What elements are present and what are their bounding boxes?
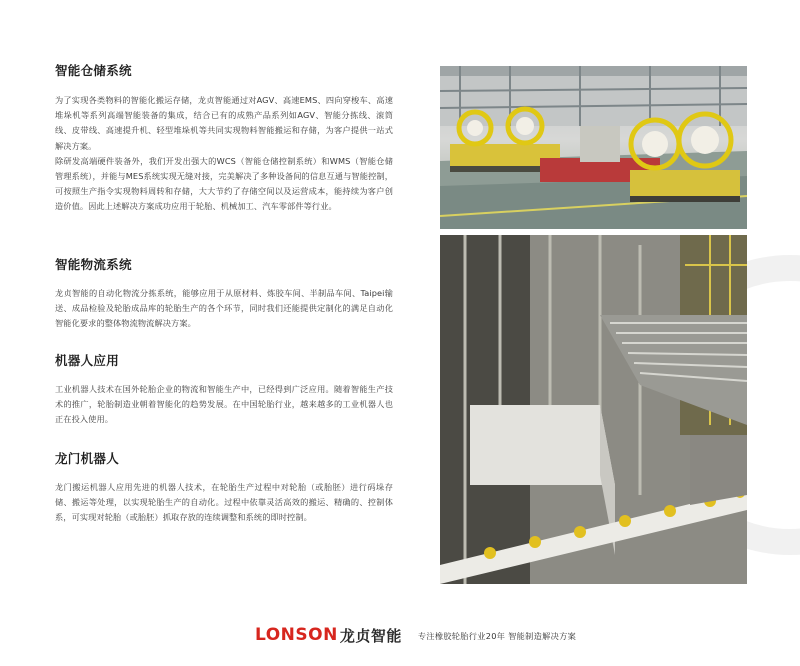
section-gantry-robot [55, 450, 393, 526]
section-title: 智能仓储系统 [55, 63, 132, 78]
brand-logo-text: LONSON [255, 625, 338, 645]
section-paragraph: 除研发高端硬件装备外，我们开发出强大的WCS（智能仓储控制系统）和WMS（智能仓储管理系统），并能与MES系统实现无缝对接，完美解决了多种设备间的信息互通与智能控制，可按照生产指令实现物料周转和存储，大大节约了存储空间以及运营成本，能持续为客户创造价值。因此上述解决方案成功应用于轮胎、机械加工、汽车零部件等行业。 [55, 155, 393, 212]
section-paragraph: 工业机器人技术在国外轮胎企业的物流和智能生产中，已经得到广泛应用。随着智能生产技术的推广，轮胎制造业朝着智能化的趋势发展。在中国轮胎行业，越来越多的工业机器人也正在投入使用。 [55, 384, 393, 425]
footer [255, 625, 576, 645]
footer-tagline: 专注橡胶轮胎行业20年 智能制造解决方案 [417, 631, 577, 641]
section-paragraph: 为了实现各类物料的智能化搬运存储，龙贞智能通过对AGV、高速EMS、四向穿梭车、高速堆垛机等系列高端智能装备的集成，结合已有的成熟产品系列如AGV、智能分拣线、滚筒线、皮带线、高速提升机、轻型堆垛机等共同实现物料智能搬运和存储，为客户提供一站式解决方案。 [55, 95, 393, 151]
conveyor-system-photo [440, 235, 747, 584]
section-paragraph: 龙门搬运机器人应用先进的机器人技术，在轮胎生产过程中对轮胎（或胎胚）进行码垛存储、搬运等处理，以实现轮胎生产的自动化。过程中依靠灵活高效的搬运、精确的、控制体系，可实现对轮胎（或胎胚）抓取存放的连续调整和系统的即时控制。 [55, 482, 393, 523]
section-title: 智能物流系统 [55, 257, 132, 272]
section-smart-storage [55, 62, 393, 215]
section-title: 龙门机器人 [55, 451, 120, 466]
section-robot-application [55, 352, 393, 428]
section-smart-logistics [55, 256, 393, 332]
brand-chinese-name: 龙贞智能 [339, 626, 402, 645]
warehouse-agv-photo [440, 66, 747, 229]
section-title: 机器人应用 [55, 353, 120, 368]
section-paragraph: 龙贞智能的自动化物流分拣系统，能够应用于从原材料、炼胶车间、半制品车间、Taipei输送、成品检验及轮胎成品库的轮胎生产的各个环节，同时我们还能提供定制化的满足自动化智能化要求的整体物流物流解决方案。 [55, 288, 393, 329]
